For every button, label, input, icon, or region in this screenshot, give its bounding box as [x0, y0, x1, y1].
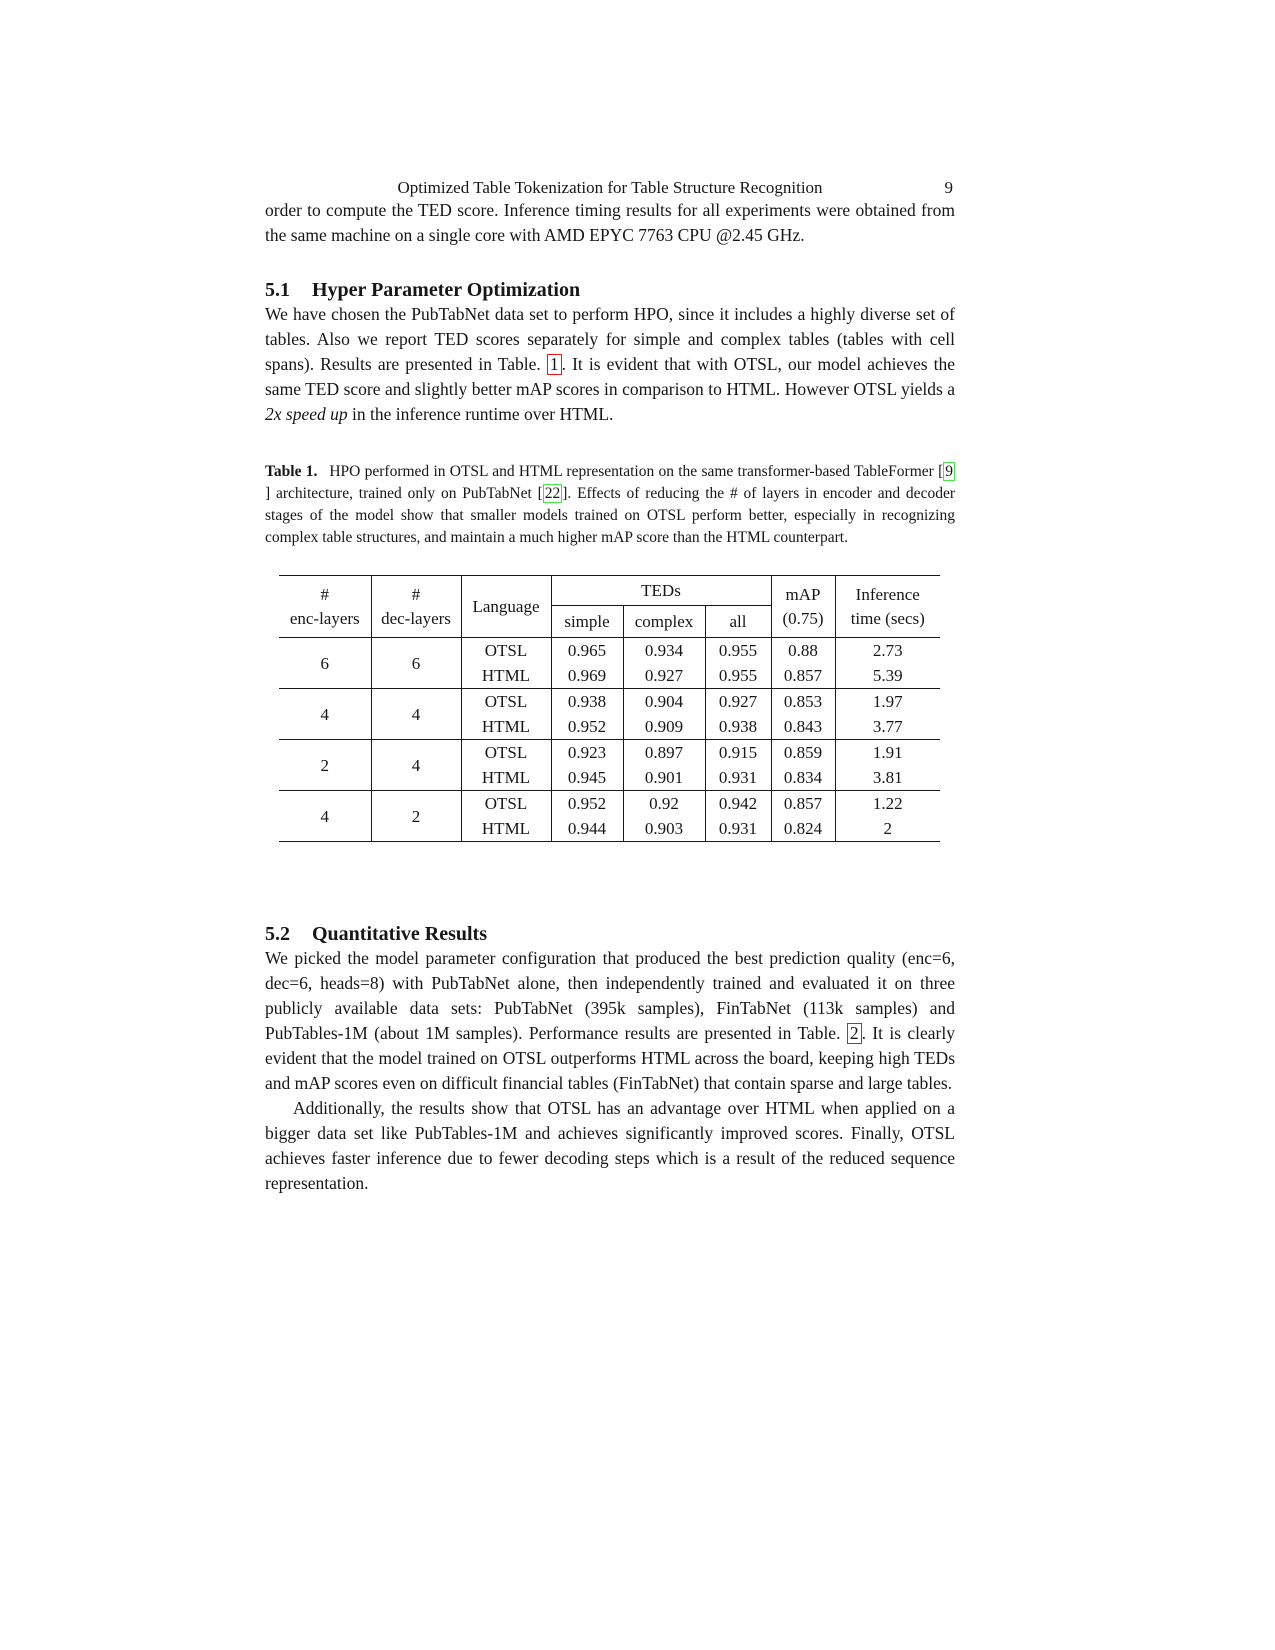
section-5-2-paragraph-1: [265, 946, 955, 1096]
header-text: (0.75): [782, 608, 824, 628]
section-title: Quantitative Results: [312, 923, 487, 945]
cell-map: 0.857: [771, 663, 835, 689]
cell-teds-simple: 0.945: [551, 765, 623, 791]
page-number: 9: [944, 178, 953, 197]
header-teds-complex: complex: [623, 606, 705, 638]
table-1-container: [279, 575, 955, 842]
cell-enc-layers: 4: [279, 689, 371, 740]
table-1-reference-link[interactable]: 1: [547, 354, 562, 375]
header-inference-time: [835, 576, 940, 638]
cell-enc-layers: 2: [279, 740, 371, 791]
cell-teds-complex: 0.934: [623, 638, 705, 664]
section-heading-5-1: [265, 278, 955, 302]
section-number: 5.2: [265, 923, 290, 945]
cell-language: HTML: [461, 765, 551, 791]
emphasized-text: 2x speed up: [265, 404, 348, 424]
intro-paragraph: order to compute the TED score. Inference timing results for all experiments were obtained from the same machine on a single core with AMD EPYC 7763 CPU @2.45 GHz.: [265, 200, 955, 245]
cell-inference-time: 3.77: [835, 714, 940, 740]
cell-teds-all: 0.927: [705, 689, 771, 715]
cell-teds-all: 0.915: [705, 740, 771, 766]
paragraph-text: . It is evident that with OTSL, our model achieves the same TED score and slightly better mAP scores in comparison to HTML. However OTSL yields a: [265, 354, 955, 399]
cell-teds-simple: 0.969: [551, 663, 623, 689]
cell-teds-complex: 0.927: [623, 663, 705, 689]
header-text: mAP: [785, 584, 821, 604]
cell-map: 0.88: [771, 638, 835, 664]
cell-teds-simple: 0.944: [551, 816, 623, 842]
cell-teds-simple: 0.923: [551, 740, 623, 766]
cell-dec-layers: 4: [371, 740, 461, 791]
running-header: [265, 178, 955, 198]
cell-dec-layers: 4: [371, 689, 461, 740]
cell-dec-layers: 6: [371, 638, 461, 689]
cell-inference-time: 1.97: [835, 689, 940, 715]
cell-enc-layers: 4: [279, 791, 371, 842]
cell-teds-simple: 0.965: [551, 638, 623, 664]
cell-teds-complex: 0.909: [623, 714, 705, 740]
header-text: #: [320, 584, 329, 604]
header-language: Language: [461, 576, 551, 638]
cell-teds-all: 0.942: [705, 791, 771, 817]
header-teds-simple: simple: [551, 606, 623, 638]
paragraph-text: in the inference runtime over HTML.: [347, 404, 614, 424]
cell-language: HTML: [461, 816, 551, 842]
cell-dec-layers: 2: [371, 791, 461, 842]
table-caption-label: Table 1.: [265, 463, 318, 480]
cell-teds-complex: 0.897: [623, 740, 705, 766]
cell-inference-time: 3.81: [835, 765, 940, 791]
citation-22-link[interactable]: 22: [544, 485, 561, 502]
cell-teds-complex: 0.92: [623, 791, 705, 817]
header-text: Inference: [855, 584, 920, 604]
cell-map: 0.843: [771, 714, 835, 740]
header-dec-layers: [371, 576, 461, 638]
table-1-caption: [265, 461, 955, 549]
cell-language: OTSL: [461, 638, 551, 664]
header-teds-all: all: [705, 606, 771, 638]
cell-inference-time: 1.91: [835, 740, 940, 766]
cell-teds-all: 0.931: [705, 816, 771, 842]
paragraph-text: We have chosen the PubTabNet data set to perform HPO, since it includes a highly diverse set of tables. Also we report TED scores separately for simple and complex tables (tables with cell spans). Results are presented in Table.: [265, 304, 955, 374]
caption-text: ] architecture, trained only on PubTabNet [: [265, 485, 543, 502]
section-5-2-paragraph-2: Additionally, the results show that OTSL has an advantage over HTML when applied on a bigger data set like PubTables-1M and achieves significantly improved scores. Finally, OTSL achieves faster inference due to fewer decoding steps which is a result of the reduced sequence representation.: [265, 1098, 955, 1193]
cell-language: OTSL: [461, 689, 551, 715]
cell-teds-simple: 0.938: [551, 689, 623, 715]
table-row: [279, 791, 940, 817]
cell-enc-layers: 6: [320, 653, 329, 673]
paragraph-text: We picked the model parameter configuration that produced the best prediction quality (enc=6, dec=6, heads=8) with PubTabNet alone, then independently trained and evaluated it on three publicly available data sets: PubTabNet (395k samples), FinTabNet (113k samples) and PubTables-1M (about 1M samples). Performance results are presented in Table.: [265, 948, 955, 1043]
paragraph-text: . It is clearly evident that the model trained on OTSL outperforms HTML across the board, keeping high TEDs and mAP scores even on difficult financial tables (FinTabNet) that contain sparse and large tables.: [265, 1023, 955, 1093]
cell-teds-complex: 0.903: [623, 816, 705, 842]
cell-inference-time: 2: [835, 816, 940, 842]
header-enc-layers: [279, 576, 371, 638]
header-text: time (secs): [850, 608, 925, 628]
section-title: Hyper Parameter Optimization: [312, 279, 581, 301]
cell-teds-all: 0.955: [705, 638, 771, 664]
header-teds: TEDs: [551, 576, 771, 606]
header-text: #: [411, 584, 421, 604]
cell-map: 0.834: [771, 765, 835, 791]
cell-map: 0.853: [771, 689, 835, 715]
cell-teds-complex: 0.904: [623, 689, 705, 715]
table-2-reference-link[interactable]: 2: [847, 1023, 862, 1044]
running-header-title: Optimized Table Tokenization for Table Structure Recognition: [397, 178, 823, 197]
section-heading-5-2: [265, 922, 955, 946]
header-map: [771, 576, 835, 638]
table-header-row: [279, 576, 940, 606]
cell-inference-time: 2.73: [835, 638, 940, 664]
caption-text: HPO performed in OTSL and HTML representation on the same transformer-based TableFormer [: [329, 463, 944, 480]
table-row: [279, 689, 940, 715]
cell-teds-all: 0.931: [705, 765, 771, 791]
caption-text: ]. Effects of reducing the # of layers in encoder and decoder stages of the model show that smaller models trained on OTSL perform better, especially in recognizing complex table structures, and maintain a much higher mAP score than the HTML counterpart.: [265, 485, 955, 546]
cell-map: 0.857: [771, 791, 835, 817]
section-number: 5.1: [265, 279, 290, 301]
cell-language: OTSL: [461, 740, 551, 766]
cell-inference-time: 1.22: [835, 791, 940, 817]
cell-teds-simple: 0.952: [551, 791, 623, 817]
cell-inference-time: 5.39: [835, 663, 940, 689]
header-text: enc-layers: [289, 608, 360, 628]
results-table: [279, 575, 940, 842]
cell-language: OTSL: [461, 791, 551, 817]
cell-teds-complex: 0.901: [623, 765, 705, 791]
cell-teds-simple: 0.952: [551, 714, 623, 740]
page-content: [265, 178, 955, 1196]
table-row: [279, 638, 940, 664]
cell-teds-all: 0.955: [705, 663, 771, 689]
cell-map: 0.859: [771, 740, 835, 766]
cell-language: HTML: [461, 663, 551, 689]
cell-language: HTML: [461, 714, 551, 740]
header-text: dec-layers: [381, 608, 451, 628]
citation-9-link[interactable]: 9: [945, 463, 953, 480]
table-row: [279, 740, 940, 766]
section-5-1-paragraph: [265, 302, 955, 427]
cell-map: 0.824: [771, 816, 835, 842]
cell-teds-all: 0.938: [705, 714, 771, 740]
